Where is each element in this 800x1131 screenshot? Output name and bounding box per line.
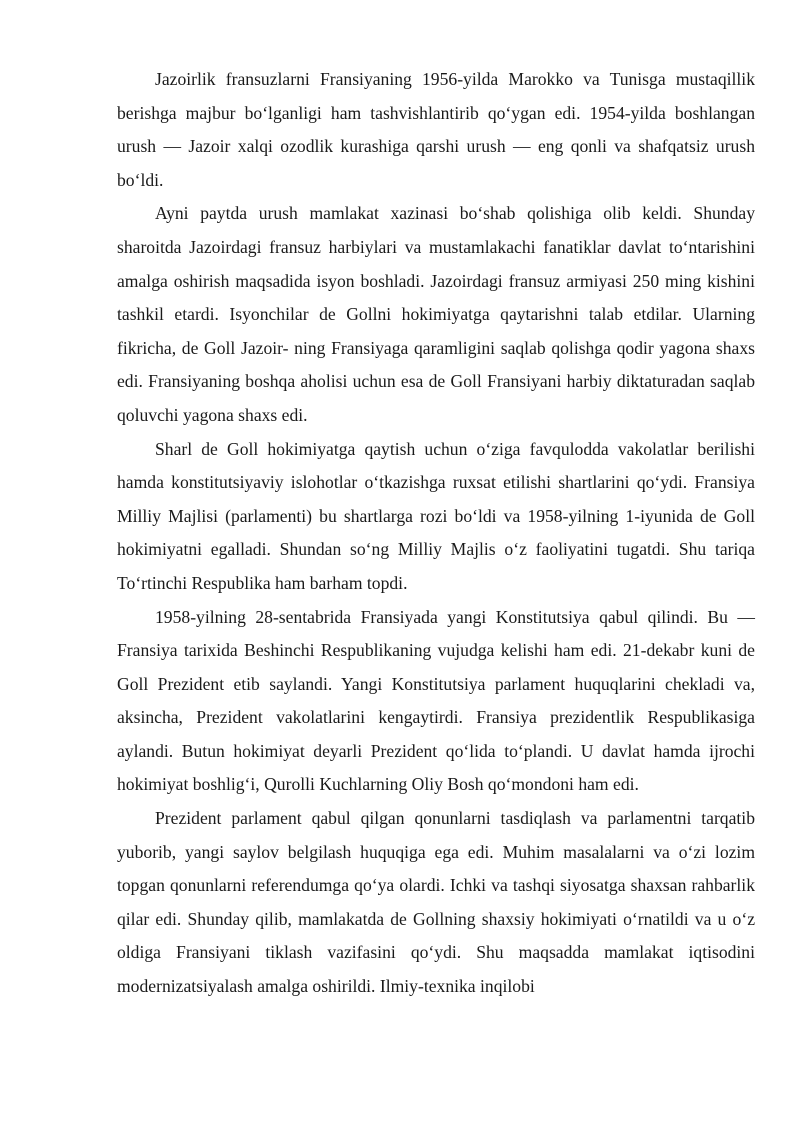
document-page — [117, 63, 755, 1004]
paragraph-4: 1958-yilning 28-sentabrida Fransiyada yangi Konstitutsiya qabul qilindi. Bu — Fransiya tarixida Beshinchi Respublikaning vujudga kelishi ham edi. 21-dekabr kuni de Goll Prezident etib saylandi. Yangi Konstitutsiya parlament huquqlarini chekladi va, aksincha, Prezident vakolatlarini kengaytirdi. Fransiya prezidentlik Respublikasiga aylandi. Butun hokimiyat deyarli Prezident qo‘lida to‘plandi. U davlat hamda ijrochi hokimiyat boshlig‘i, Qurolli Kuchlarning Oliy Bosh qo‘mondoni ham edi. — [117, 606, 755, 795]
paragraph-3: Sharl de Goll hokimiyatga qaytish uchun o‘ziga favqulodda vakolatlar berilishi hamda konstitutsiyaviy islohotlar o‘tkazishga ruxsat etilishi shartlarini qo‘ydi. Fransiya Milliy Majlisi (parlamenti) bu shartlarga rozi bo‘ldi va 1958-yilning 1-iyunida de Goll hokimiyatni egalladi. Shundan so‘ng Milliy Majlis o‘z faoliyatini tugatdi. Shu tariqa To‘rtinchi Respublika ham barham topdi. — [117, 438, 755, 593]
paragraph-1: Jazoirlik fransuzlarni Fransiyaning 1956-yilda Marokko va Tunisga mustaqillik berishga majbur bo‘lganligi ham tashvishlantirib qo‘ygan edi. 1954-yilda boshlangan urush — Jazoir xalqi ozodlik kurashiga qarshi urush — eng qonli va shafqatsiz urush bo‘ldi. — [117, 69, 755, 190]
paragraph-5: Prezident parlament qabul qilgan qonunlarni tasdiqlash va parlamentni tarqatib yuborib, yangi saylov belgilash huquqiga ega edi. Muhim masalalarni va o‘zi lozim topgan qonunlarni referendumga qo‘ya olardi. Ichki va tashqi siyosatga shaxsan rahbarlik qilar edi. Shunday qilib, mamlakatda de Gollning shaxsiy hokimiyati o‘rnatildi va u o‘z oldiga Fransiyani tiklash vazifasini qo‘ydi. Shu maqsadda mamlakat iqtisodini modernizatsiyalash amalga oshirildi. Ilmiy-texnika inqilobi — [117, 808, 755, 997]
paragraph-2: Ayni paytda urush mamlakat xazinasi bo‘shab qolishiga olib keldi. Shunday sharoitda Jazoirdagi fransuz harbiylari va mustamlakachi fanatiklar davlat to‘ntarishini amalga oshirish maqsadida isyon boshladi. Jazoirdagi fransuz armiyasi 250 ming kishini tashkil etardi. Isyonchilar de Gollni hokimiyatga qaytarishni talab etdilar. Ularning fikricha, de Goll Jazoir- ning Fransiyaga qaramligini saqlab qolishga qodir yagona shaxs edi. Fransiyaning boshqa aholisi uchun esa de Goll Fransiyani harbiy diktaturadan saqlab qoluvchi yagona shaxs edi. — [117, 203, 755, 425]
